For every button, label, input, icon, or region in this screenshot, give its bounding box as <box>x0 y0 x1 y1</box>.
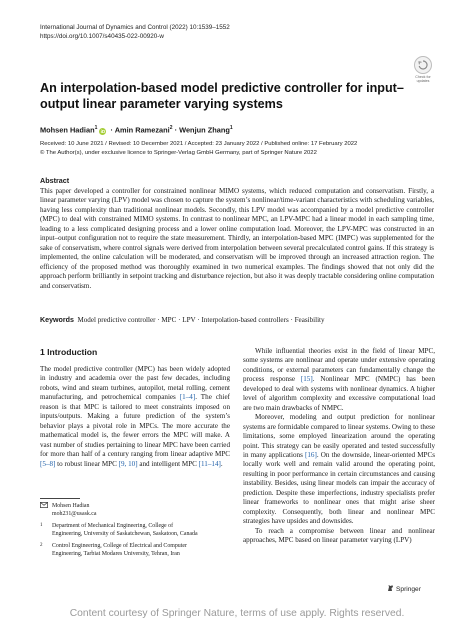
orcid-icon[interactable]: iD <box>100 129 106 135</box>
citation-link[interactable]: [9, 10] <box>118 459 138 468</box>
citation-link[interactable]: [16] <box>305 450 317 459</box>
paragraph <box>243 413 435 526</box>
author-name[interactable]: Amin Ramezani <box>114 125 170 135</box>
check-updates-icon <box>414 56 432 74</box>
article-title: An interpolation-based model predictive controller for input–output linear parameter varying systems <box>40 81 404 111</box>
badge-label-line2: updates <box>416 79 430 83</box>
affiliation-mark: 1 <box>40 523 43 528</box>
author-name[interactable]: Mohsen Hadian <box>40 125 95 135</box>
publisher-name: Springer <box>396 585 421 593</box>
affiliation-line: Engineering, Tarbiat Modares University, Tehran, Iran <box>52 551 180 557</box>
author-separator: · <box>108 125 115 135</box>
right-column <box>243 347 435 546</box>
text-run: Moreover, modeling and output prediction for nonlinear systems are formidable compared to linear systems. Owing to these limitations, some employed linearization around the operating point. This strategy can be easily operated and tested successfully in many applications <box>243 413 435 459</box>
author-name[interactable]: Wenjun Zhang <box>179 125 230 135</box>
author-affiliation-mark: 1 <box>94 125 98 131</box>
citation-link[interactable]: [5–8] <box>40 459 56 468</box>
badge-label-line1: Check for <box>415 75 431 79</box>
author-affiliation-mark: 2 <box>169 125 173 131</box>
footnotes <box>40 502 230 562</box>
affiliation <box>40 542 230 558</box>
contact-name: Mohsen Hadian <box>52 503 90 509</box>
citation-link[interactable]: [11–14] <box>198 459 221 468</box>
affiliation-line: Department of Mechanical Engineering, College of <box>52 523 174 529</box>
author-list <box>40 123 233 135</box>
citation-link[interactable]: [1–4] <box>179 393 196 402</box>
envelope-icon <box>40 502 52 518</box>
text-run: . Nonlinear MPC (NMPC) has been developed to deal with systems with nonlinear dynamics. A higher level of algorithm complexity and excessive computational load are two main drawbacks of NMPC. <box>243 375 435 412</box>
paragraph <box>243 347 435 413</box>
contact-email[interactable]: moh231@usask.ca <box>52 511 97 517</box>
text-run: . On the downside, linear-oriented MPCs locally work well and remain valid around the operating point, resulting in poor performance in certain circumstances and causing instability. Besides, using linear models can impair the accuracy of prediction. Despite these imperfections, industry specialists prefer linear frameworks to nonlinear ones that might arise sheer complexity. Consequently, both linear and nonlinear MPC strategies have upsides and downsides. <box>243 450 435 526</box>
affiliation <box>40 522 230 538</box>
springer-horse-icon <box>387 584 394 594</box>
history-dates: Received: 10 June 2021 / Revised: 10 December 2021 / Accepted: 23 January 2022 / Published online: 17 February 2022 <box>40 141 358 147</box>
copyright-line: © The Author(s), under exclusive licence to Springer-Verlag GmbH Germany, part of Springer Nature 2022 <box>40 149 317 156</box>
check-for-updates-badge[interactable] <box>410 56 436 82</box>
text-run: to robust linear MPC <box>55 459 119 468</box>
abstract-heading: Abstract <box>40 176 70 185</box>
affiliation-mark: 2 <box>40 543 43 548</box>
keywords-list: Model predictive controller · MPC · LPV · Interpolation-based controllers · Feasibility <box>77 316 325 324</box>
paragraph: To reach a compromise between linear and nonlinear approaches, MPC based on linear parameter varying (LPV) <box>243 526 435 545</box>
footnote-divider <box>40 498 80 499</box>
publication-dates <box>40 140 357 157</box>
affiliation-line: Engineering, University of Saskatchewan, Saskatoon, Canada <box>52 531 198 537</box>
journal-header <box>40 23 230 41</box>
left-column <box>40 365 230 469</box>
journal-citation: International Journal of Dynamics and Control (2022) 10:1539–1552 <box>40 24 230 31</box>
author-affiliation-mark: 1 <box>229 125 233 131</box>
author-separator: · <box>172 125 180 135</box>
section-heading: 1 Introduction <box>40 347 98 357</box>
keywords <box>40 316 325 325</box>
text-run: While influential theories exist in the field of linear MPC, some systems are nonlinear and operate under extensive operating conditions, or external parameters can fundamentally change the process response <box>243 347 435 384</box>
abstract-text: This paper developed a controller for constrained nonlinear MIMO systems, which reduced computation and conservatism. Firstly, a linear parameter varying (LPV) model was chosen to capture the system’s nonlinear/time-variant characteristics with scheduling variables, having less complexity than traditional nonlinear models. Secondly, this LPV model was accompanied by a model predictive controller (MPC) to deal with constrained MIMO systems. In contrast to nonlinear MPC, an LPV-MPC had a linear model in each sampling time, leading to a less complicated designing process and a lower online computation load. Moreover, the LPV-MPC was constructed in an input–output configuration not to require the state measurement. Thirdly, an interpolation-based MPC (IMPC) was supplemented for the sake of conservatism, where control signals were derived from interpolation between several precalculated control gains. If this strategy is implemented, the online calculation will be moderated, and conservatism will be improved through an increased attraction region. The efficiency of the proposed method was thoroughly examined in two numerical examples. The findings showed that not only did the approach perform brilliantly in setpoint tracking and disturbance rejection, but also it was deeply tractable considering online computation and conservatism. <box>40 187 434 290</box>
corresponding-author <box>40 502 230 518</box>
text-run: The model predictive controller (MPC) has been widely adopted in industry and academia over the past few decades, including robots, wind and steam turbines, autopilot, metal rolling, cement manufacturing, and petrochemical companies <box>40 365 230 402</box>
text-run: . The chief reason is that MPC is tailored to meet constraints imposed on inputs/outputs. Making a future prediction of the system’s behavior plays a pivotal role in MPCs. The more accurate the mathematical model is, the fewer errors the MPC will make. A vast number of studies pertaining to linear MPC have been carried for more than half of a century ranging from linear adaptive MPC <box>40 393 230 459</box>
doi-link[interactable]: https://doi.org/10.1007/s40435-022-00920-w <box>40 33 164 40</box>
text-run: and intelligent MPC <box>137 459 199 468</box>
text-run: . <box>220 459 223 468</box>
keywords-heading: Keywords <box>40 316 74 324</box>
affiliation-line: Control Engineering, College of Electrical and Computer <box>52 543 187 549</box>
copyright-watermark: Content courtesy of Springer Nature, terms of use apply. Rights reserved. <box>69 608 405 619</box>
citation-link[interactable]: [15] <box>300 375 313 384</box>
publisher-logo <box>387 584 421 594</box>
paragraph <box>40 365 230 469</box>
